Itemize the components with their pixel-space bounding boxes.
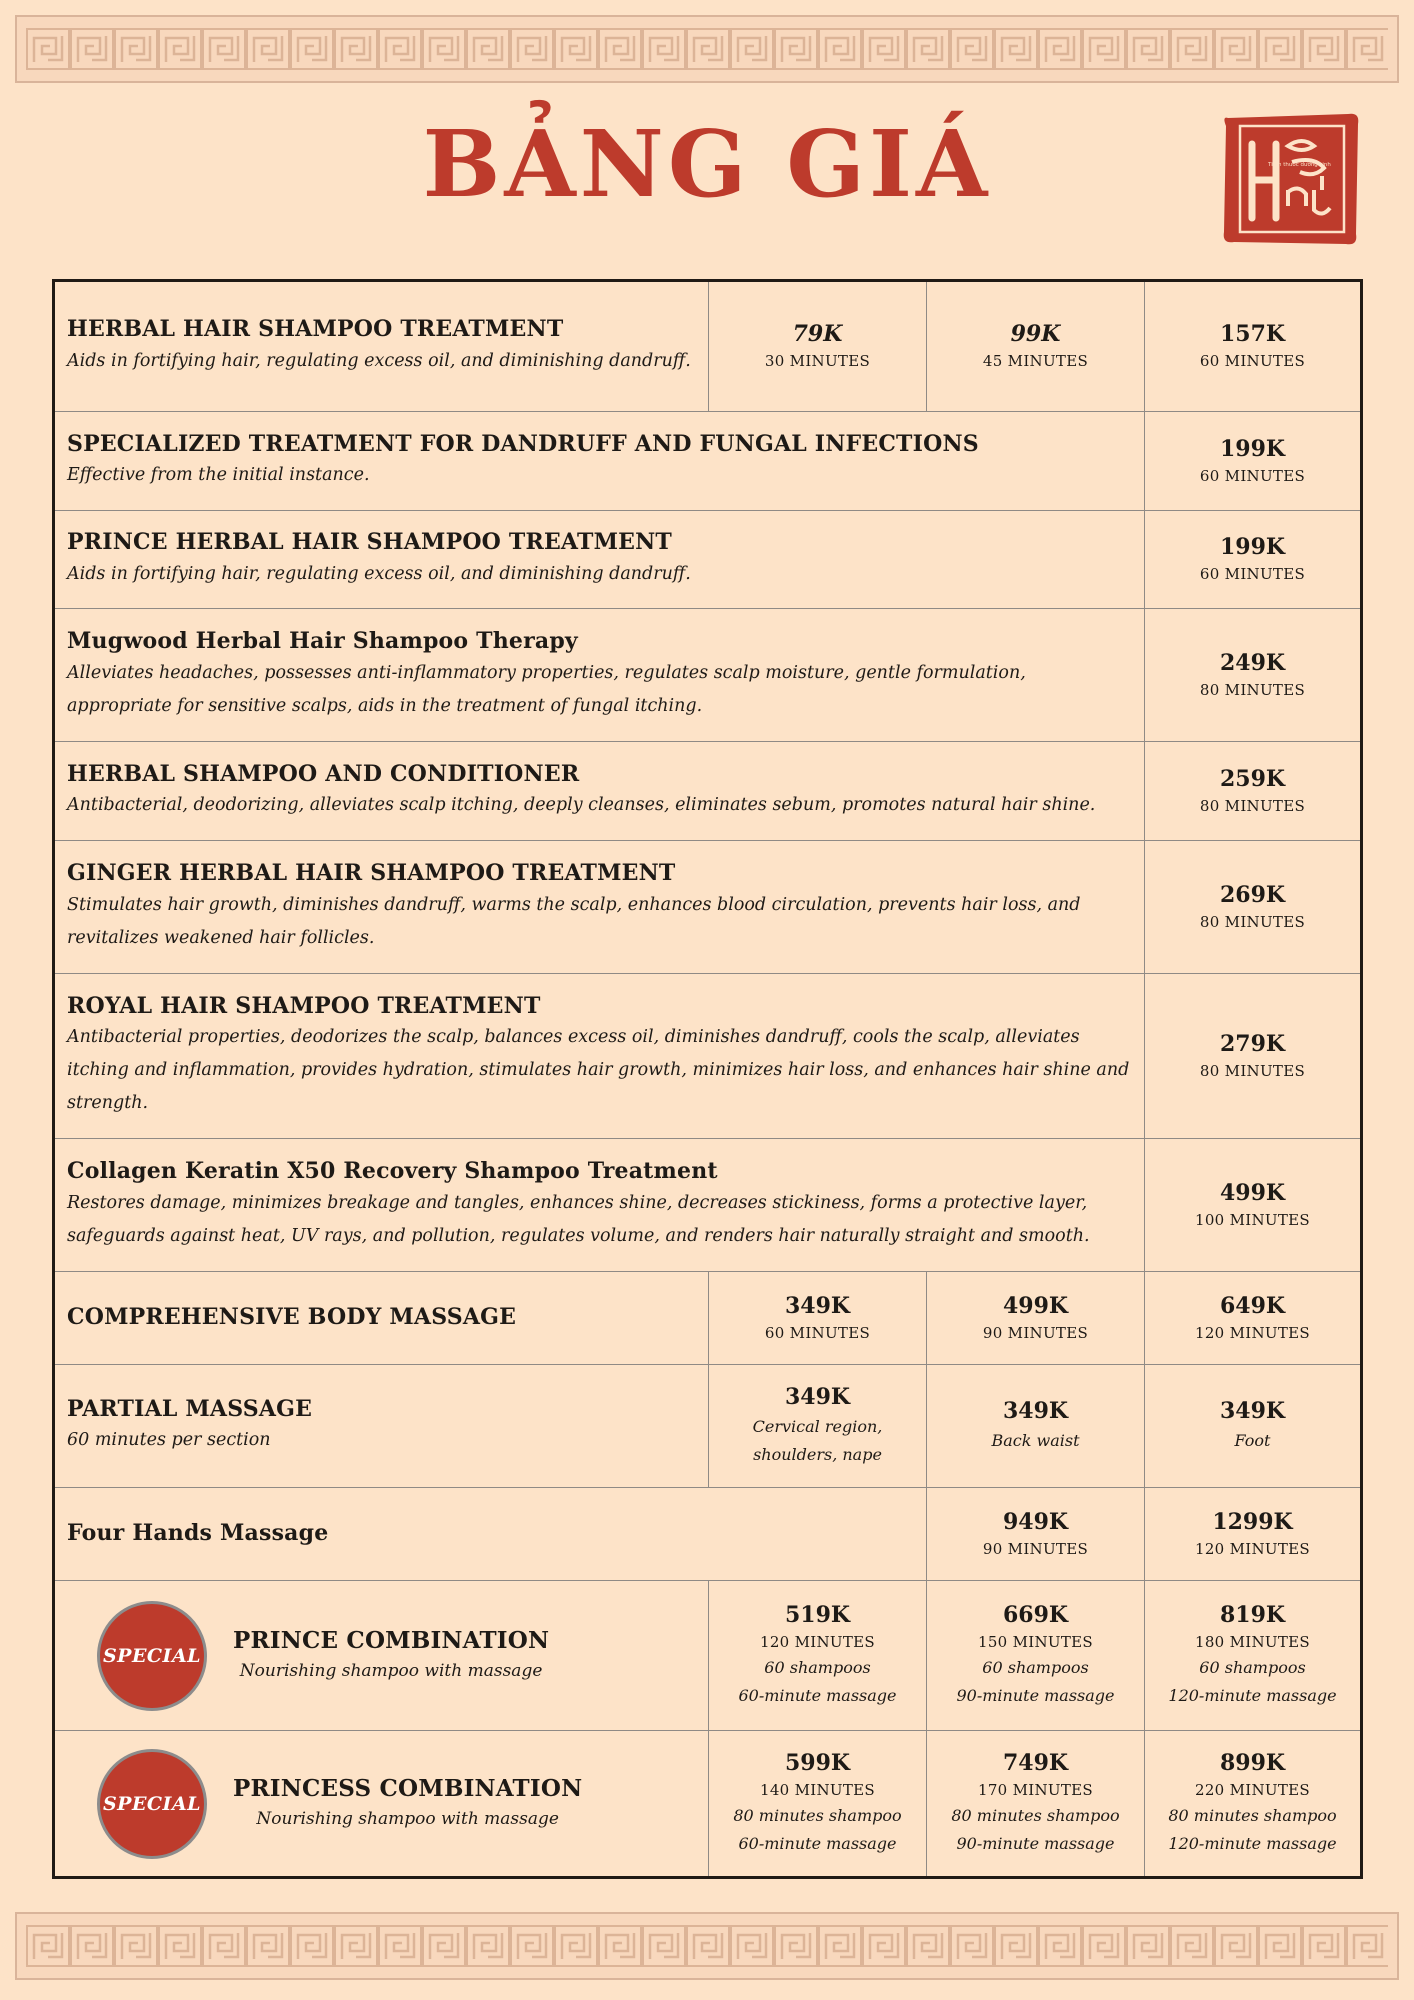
price-duration: 60 MINUTES [764,1323,871,1342]
price-cell [927,1731,1145,1876]
price-amount: 749K [1002,1750,1069,1777]
price-amount: 499K [1002,1292,1069,1319]
price-amount: 899K [1219,1750,1286,1777]
price-cell [1145,841,1360,974]
special-badge: SPECIAL [97,1749,207,1859]
service-cell [55,974,1145,1139]
price-duration: 80 MINUTES [1199,912,1306,931]
service-cell [55,412,1145,511]
price-note: 90-minute massage [956,1685,1115,1705]
price-note: 60-minute massage [738,1833,897,1853]
price-cell [1145,1581,1360,1731]
price-cell [927,282,1145,412]
price-duration: 120 MINUTES [1195,1539,1310,1558]
service-name: HERBAL HAIR SHAMPOO TREATMENT [67,316,564,343]
price-duration: 90 MINUTES [982,1323,1089,1342]
price-note: 80 minutes shampoo [1168,1805,1337,1825]
price-note: 90-minute massage [956,1833,1115,1853]
price-cell [1145,1731,1360,1876]
logo-stamp [1218,106,1364,252]
service-description: Restores damage, minimizes breakage and tangles, enhances shine, decreases stickiness, forms a protective layer, safeguards against heat, UV rays, and pollution, regulates volume, and renders hair naturally straight and smooth. [67,1192,1090,1246]
price-duration: 150 MINUTES [978,1633,1093,1652]
price-cell [1145,511,1360,609]
price-duration: 140 MINUTES [760,1781,875,1800]
combo-name: PRINCESS COMBINATION [233,1774,583,1802]
service-name: COMPREHENSIVE BODY MASSAGE [67,1304,517,1331]
price-duration: 60 MINUTES [1199,352,1306,371]
price-cell [1145,609,1360,742]
price-amount: 349K [784,1292,851,1319]
price-duration: 60 MINUTES [1199,466,1306,485]
service-name: GINGER HERBAL HAIR SHAMPOO TREATMENT [67,860,676,887]
price-note: Cervical region, shoulders, nape [752,1416,883,1464]
service-cell [55,1272,709,1365]
price-duration: 80 MINUTES [1199,680,1306,699]
service-name: HERBAL SHAMPOO AND CONDITIONER [67,760,580,787]
service-name: SPECIALIZED TREATMENT FOR DANDRUFF AND FUNGAL INFECTIONS [67,430,979,457]
combo-name: PRINCE COMBINATION [233,1626,550,1654]
service-cell [55,282,709,412]
combo-description: Nourishing shampoo with massage [256,1809,559,1830]
special-badge: SPECIAL [97,1601,207,1711]
price-amount: 279K [1219,1030,1286,1057]
service-description: Aids in fortifying hair, regulating excess oil, and diminishing dandruff. [67,350,691,371]
price-note: 120-minute massage [1168,1833,1337,1853]
service-cell [55,1365,709,1488]
price-amount: 349K [1002,1398,1069,1425]
price-amount: 157K [1219,321,1286,348]
price-cell [927,1272,1145,1365]
price-duration: 120 MINUTES [1195,1323,1310,1342]
price-amount: 1299K [1212,1508,1293,1535]
service-name: Mugwood Herbal Hair Shampoo Therapy [67,628,578,655]
price-amount: 349K [1219,1398,1286,1425]
price-duration: 180 MINUTES [1195,1633,1310,1652]
service-name: ROYAL HAIR SHAMPOO TREATMENT [67,992,541,1019]
price-cell [709,1365,927,1488]
decorative-border-bottom [15,1912,1399,1980]
service-name: Four Hands Massage [67,1520,329,1547]
price-amount: 269K [1219,881,1286,908]
combo-cell [55,1581,709,1731]
service-description: Antibacterial, deodorizing, alleviates scalp itching, deeply cleanses, eliminates sebum, promotes natural hair shine. [67,795,1096,816]
price-amount: 599K [784,1750,851,1777]
price-cell [1145,1139,1360,1272]
price-amount: 199K [1219,435,1286,462]
service-description: Stimulates hair growth, diminishes dandruff, warms the scalp, enhances blood circulation, prevents hair loss, and revitalizes weakened hair follicles. [67,894,1081,948]
price-cell [709,1581,927,1731]
service-description: 60 minutes per section [67,1430,271,1451]
price-amount: 819K [1219,1602,1286,1629]
price-amount: 199K [1219,534,1286,561]
price-note: 120-minute massage [1168,1685,1337,1705]
price-duration: 220 MINUTES [1195,1781,1310,1800]
combo-description: Nourishing shampoo with massage [239,1661,543,1682]
price-cell [709,1272,927,1365]
price-duration: 100 MINUTES [1195,1210,1310,1229]
price-note: 60 shampoos [982,1657,1089,1677]
price-note: Back waist [991,1430,1080,1450]
price-amount: 949K [1002,1508,1069,1535]
service-description: Antibacterial properties, deodorizes the scalp, balances excess oil, diminishes dandruff, cools the scalp, alleviates itching and inflammation, provides hydration, stimulates hair growth, minimizes hair loss, and enhances hair shine and strength. [67,1027,1130,1114]
price-amount: 519K [784,1602,851,1629]
price-cell [1145,974,1360,1139]
price-amount: 649K [1219,1292,1286,1319]
service-description: Aids in fortifying hair, regulating excess oil, and diminishing dandruff. [67,563,691,584]
price-amount: 249K [1219,649,1286,676]
fret-pattern-icon [26,1923,1388,1969]
price-amount: 79K [792,321,843,348]
price-duration: 45 MINUTES [982,352,1089,371]
price-amount: 349K [784,1384,851,1411]
price-duration: 60 MINUTES [1199,565,1306,584]
page-title: BẢNG GIÁ [422,110,992,218]
combo-cell [55,1731,709,1876]
price-duration: 30 MINUTES [764,352,871,371]
price-cell [1145,1488,1360,1581]
service-name: Collagen Keratin X50 Recovery Shampoo Treatment [67,1158,718,1185]
service-cell [55,841,1145,974]
price-note: 80 minutes shampoo [733,1805,902,1825]
price-cell [1145,1365,1360,1488]
price-amount: 499K [1219,1179,1286,1206]
price-duration: 120 MINUTES [760,1633,875,1652]
service-description: Effective from the initial instance. [67,465,370,486]
price-note: 80 minutes shampoo [951,1805,1120,1825]
service-name: PARTIAL MASSAGE [67,1395,313,1422]
price-cell [927,1581,1145,1731]
service-cell [55,609,1145,742]
price-duration: 80 MINUTES [1199,796,1306,815]
price-amount: 99K [1010,321,1061,348]
price-cell [1145,1272,1360,1365]
service-description: Alleviates headaches, possesses anti-inflammatory properties, regulates scalp moisture, gentle formulation, appropriate for sensitive scalps, aids in the treatment of fungal itching. [67,662,1026,716]
service-name: PRINCE HERBAL HAIR SHAMPOO TREATMENT [67,529,672,556]
price-cell [1145,282,1360,412]
service-cell [55,1139,1145,1272]
price-duration: 80 MINUTES [1199,1061,1306,1080]
service-cell [55,1488,927,1581]
fret-pattern-icon [26,26,1388,72]
service-cell [55,511,1145,609]
price-table [52,279,1363,1879]
price-cell [927,1488,1145,1581]
price-note: 60 shampoos [1199,1657,1306,1677]
price-duration: 90 MINUTES [982,1539,1089,1558]
price-amount: 669K [1002,1602,1069,1629]
logo-tagline: Tiệm thuốc dưỡng sinh [1268,162,1331,168]
price-cell [1145,742,1360,841]
price-cell [927,1365,1145,1488]
price-note: Foot [1234,1430,1271,1450]
price-cell [1145,412,1360,511]
price-amount: 259K [1219,765,1286,792]
price-note: 60 shampoos [764,1657,871,1677]
price-duration: 170 MINUTES [978,1781,1093,1800]
price-cell [709,282,927,412]
service-cell [55,742,1145,841]
price-cell [709,1731,927,1876]
price-note: 60-minute massage [738,1685,897,1705]
decorative-border-top [15,15,1399,83]
